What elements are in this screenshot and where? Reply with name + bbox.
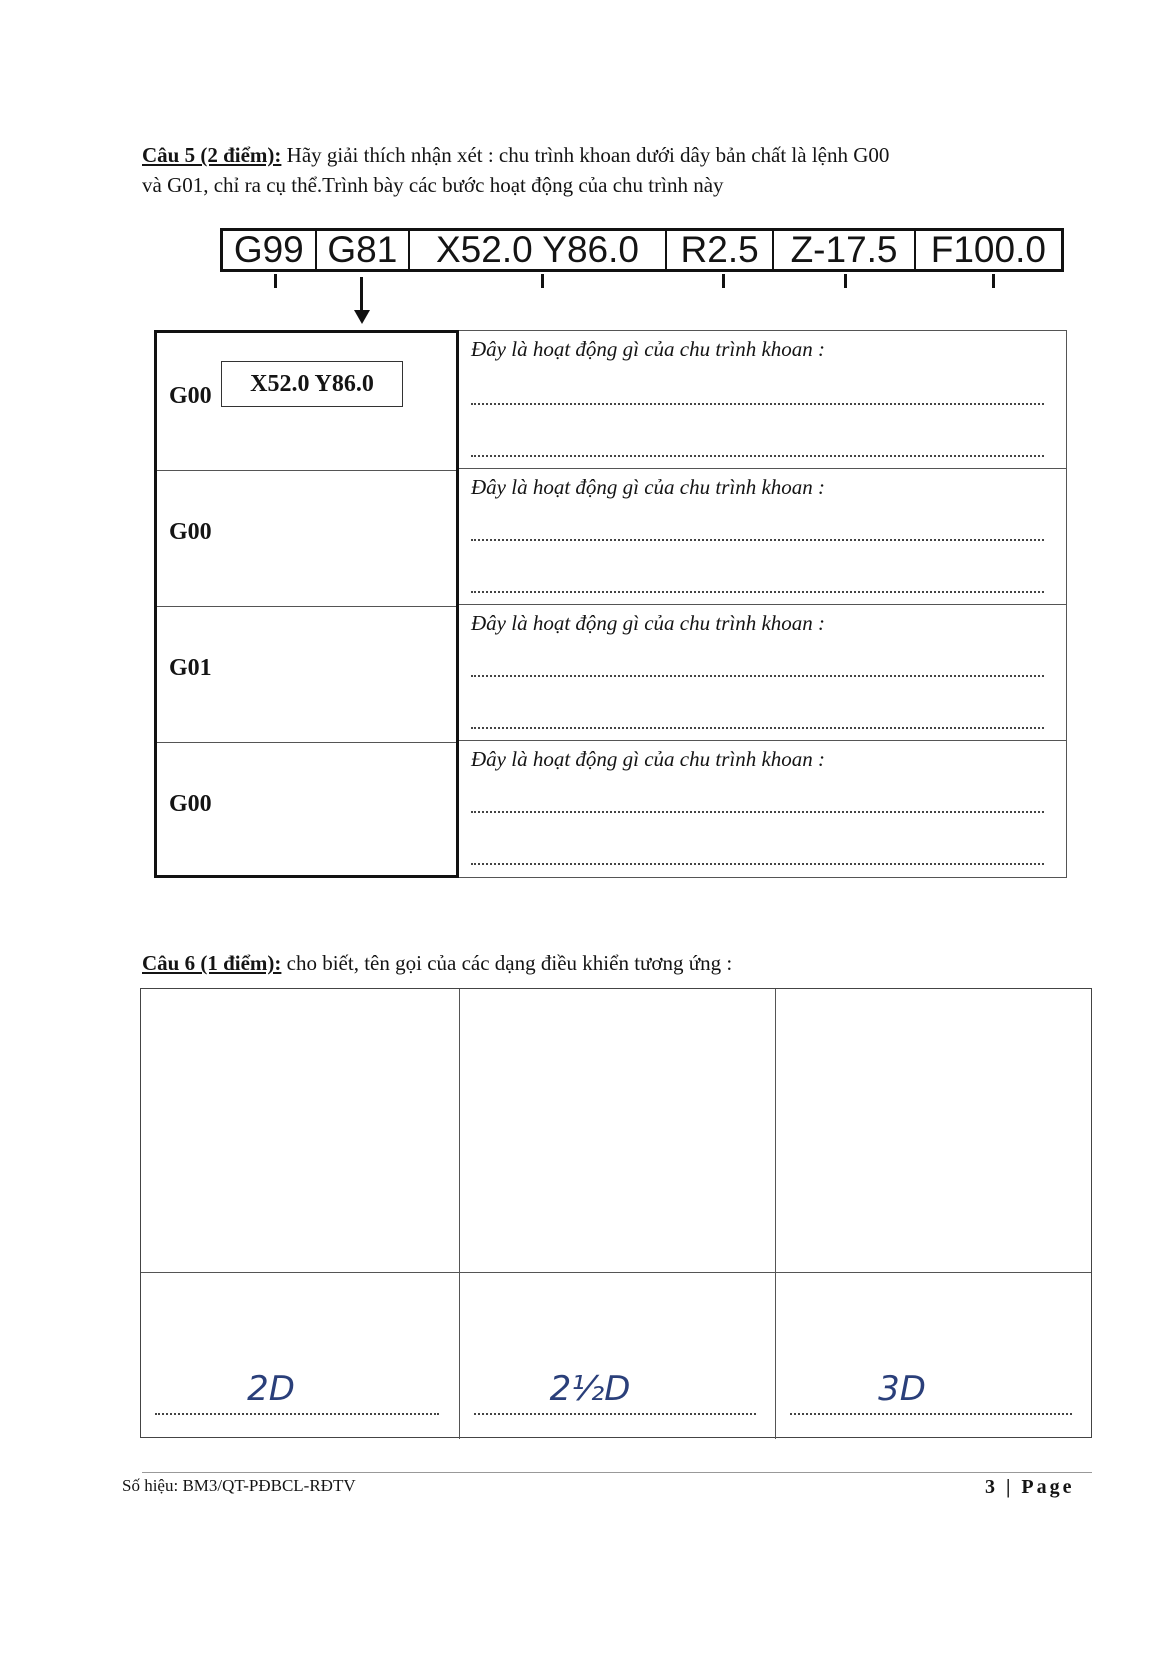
gcode-g99: G99 [223,231,317,269]
gcode-g81: G81 [317,231,411,269]
answer-line[interactable] [471,727,1044,729]
arrow-stem [360,277,363,311]
handwritten-answer: 2D [247,1369,295,1409]
gcode-xy: X52.0 Y86.0 [410,231,667,269]
q6-answer-cell [459,1273,776,1439]
q6-answer-cell [141,1273,459,1439]
answer-line[interactable] [471,863,1044,865]
gcode-line [220,228,1064,272]
handwritten-answer: 3D [878,1369,926,1409]
operation-row [157,742,456,879]
answer-line[interactable] [155,1413,439,1415]
answer-prompt: Đây là hoạt động gì của chu trình khoan : [471,475,826,499]
tick-mark [722,274,725,288]
q6-answer-cell [775,1273,1092,1439]
answer-cell [459,604,1066,742]
operation-code: G00 [169,383,212,409]
answer-line[interactable] [471,403,1044,405]
doc-id: Số hiệu: BM3/QT-PĐBCL-RĐTV [122,1476,356,1495]
tick-mark [541,274,544,288]
answer-prompt: Đây là hoạt động gì của chu trình khoan : [471,337,826,361]
operation-row [157,333,456,470]
operation-row [157,470,456,607]
q5-text-line1: Hãy giải thích nhận xét : chu trình khoan dưới dây bản chất là lệnh G00 [286,143,890,167]
arrow-down-icon [354,310,370,324]
handwritten-answer: 2½D [549,1369,631,1409]
answer-cell [459,740,1066,878]
gcode-r: R2.5 [667,231,775,269]
q6-table [140,988,1092,1438]
q6-heading [142,948,1082,978]
operation-row [157,606,456,743]
q6-label: Câu 6 (1 điểm): [142,951,282,975]
q5-text-line2: và G01, chỉ ra cụ thể.Trình bày các bước hoạt động của chu trình này [142,173,724,197]
gcode-f: F100.0 [930,229,1046,270]
answer-line[interactable] [474,1413,756,1415]
footer-divider [142,1472,1092,1473]
answer-line[interactable] [471,811,1044,813]
answer-line[interactable] [790,1413,1072,1415]
answer-prompt: Đây là hoạt động gì của chu trình khoan : [471,747,826,771]
answer-line[interactable] [471,455,1044,457]
answer-cell [459,468,1066,606]
tick-mark [844,274,847,288]
q5-heading [142,140,1082,200]
tick-mark [992,274,995,288]
answer-line[interactable] [471,675,1044,677]
answer-line[interactable] [471,539,1044,541]
answer-cell [459,331,1066,468]
q5-label: Câu 5 (2 điểm): [142,143,282,167]
q6-answer-row [141,1272,1091,1439]
operation-code: G00 [169,791,212,817]
answer-prompt: Đây là hoạt động gì của chu trình khoan : [471,611,826,635]
page-number: 3 | Page [985,1476,1075,1498]
answer-line[interactable] [471,591,1044,593]
operation-code: G00 [169,519,212,545]
tick-mark [274,274,277,288]
operation-code: G01 [169,655,212,681]
gcode-z: Z-17.5 [774,231,915,269]
operation-coords: X52.0 Y86.0 [221,361,403,407]
answer-column [459,330,1067,878]
operations-column [154,330,459,878]
q6-text: cho biết, tên gọi của các dạng điều khiển tương ứng : [286,951,733,975]
